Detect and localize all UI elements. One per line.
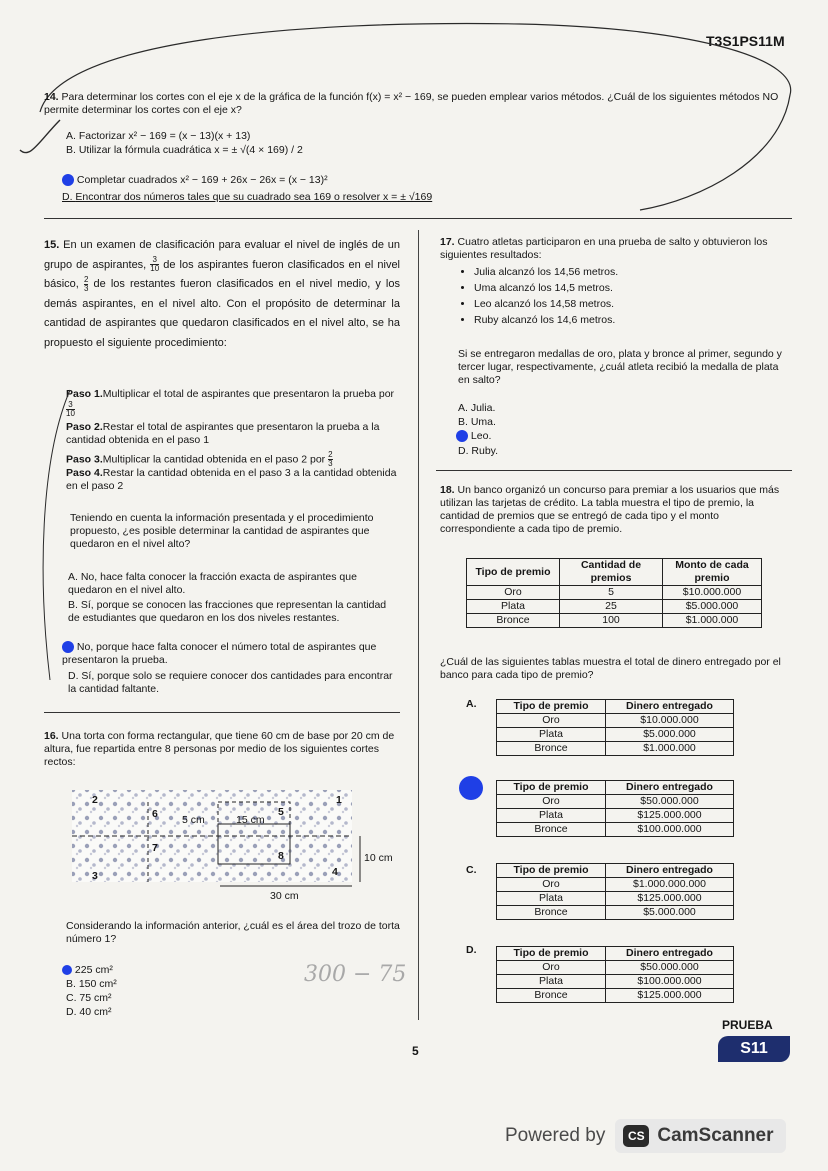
pen-curve-annotation bbox=[30, 380, 90, 700]
fraction: $\frac{2}{3}$ bbox=[328, 450, 333, 468]
table-header: Tipo de premio bbox=[497, 700, 606, 714]
dim-10cm: 10 cm bbox=[364, 852, 393, 864]
document-code: T3S1PS11M bbox=[706, 33, 785, 49]
q15-step-1: Paso 1.Multiplicar el total de aspirantes que presentaron la prueba por $\frac{3}{10}$ bbox=[66, 388, 395, 418]
piece-label-8: 8 bbox=[278, 850, 284, 862]
q16-text: 16. Una torta con forma rectangular, que tiene 60 cm de base por 20 cm de altura, fue repartida entre 8 personas por medio de los siguientes cortes rectos: bbox=[44, 730, 395, 768]
q16-option-a: 225 cm² bbox=[62, 964, 262, 977]
q15-option-d: D. Sí, porque solo se requiere conocer dos cantidades para encontrar la cantidad faltante. bbox=[68, 670, 393, 695]
camscanner-badge bbox=[615, 1119, 785, 1153]
q18-option-c-letter: C. bbox=[466, 864, 477, 876]
section-divider bbox=[436, 470, 792, 471]
piece-label-6: 6 bbox=[152, 808, 158, 820]
list-item: • Ruby alcanzó los 14,6 metros. bbox=[474, 312, 734, 328]
table-header: Dinero entregado bbox=[606, 700, 734, 714]
dim-30cm: 30 cm bbox=[270, 890, 299, 902]
piece-label-4: 4 bbox=[332, 866, 338, 878]
dim-15cm: 15 cm bbox=[236, 814, 265, 826]
table-row: Oro $1.000.000.000 bbox=[497, 878, 734, 892]
section-badge: S11 bbox=[718, 1036, 790, 1062]
q17-question: Si se entregaron medallas de oro, plata y bronce al primer, segundo y tercer lugar, respectivamente, ¿cuál atleta recibió la medalla de plata en salto? bbox=[458, 348, 782, 386]
q14-option-c: Completar cuadrados x² − 169 + 26x − 26x = (x − 13)² bbox=[62, 174, 462, 187]
table-header: Tipo de premio bbox=[497, 781, 606, 795]
q17-option-b: B. Uma. bbox=[458, 416, 496, 428]
q15-step-2: Paso 2.Restar el total de aspirantes que presentaron la prueba a la cantidad obtenida en el paso 1 bbox=[66, 421, 380, 446]
table-row: Bronce $1.000.000 bbox=[497, 742, 734, 756]
fraction: $\frac{3}{10}$ bbox=[66, 400, 75, 418]
q17-option-d: D. Ruby. bbox=[458, 445, 499, 457]
piece-label-1: 1 bbox=[336, 794, 342, 806]
handwritten-note: 300 − 75 bbox=[304, 962, 407, 987]
table-header: Tipo de premio bbox=[497, 947, 606, 961]
section-divider bbox=[44, 218, 792, 219]
table-row: Bronce $100.000.000 bbox=[497, 823, 734, 837]
q18-option-d-letter: D. bbox=[466, 944, 477, 956]
q18-text: 18. Un banco organizó un concurso para premiar a los usuarios que más utilizan las tarjetas de crédito. La tabla muestra el tipo de premio, la cantidad de premios que se entregó de cada tipo y el monto correspondiente a cada tipo de premio. bbox=[440, 484, 780, 535]
q14-option-b: B. Utilizar la fórmula cuadrática x = ± √(4 × 169) / 2 bbox=[66, 144, 303, 156]
q18-option-c-table bbox=[496, 863, 734, 920]
table-header: Cantidad de premios bbox=[560, 559, 663, 586]
q18-option-d-table bbox=[496, 946, 734, 1003]
q17-option-c: Leo. bbox=[456, 430, 491, 443]
q16-option-b: B. 150 cm² bbox=[66, 978, 117, 990]
fraction: $\frac{3}{10}$ bbox=[150, 255, 160, 274]
q18-option-a-table bbox=[496, 699, 734, 756]
dim-5cm: 5 cm bbox=[182, 814, 205, 826]
q14-text: 14. Para determinar los cortes con el eje x de la gráfica de la función f(x) = x² − 169, se pueden emplear varios métodos. ¿Cuál de los siguientes métodos NO permite determinar los cortes con el eje x? bbox=[44, 91, 779, 116]
table-header: Monto de cada premio bbox=[663, 559, 762, 586]
piece-label-7: 7 bbox=[152, 842, 158, 854]
table-row: Bronce 100 $1.000.000 bbox=[467, 614, 762, 628]
table-row: Plata $125.000.000 bbox=[497, 892, 734, 906]
q17-option-a: A. Julia. bbox=[458, 402, 496, 414]
camscanner-brand: CamScanner bbox=[657, 1125, 774, 1146]
fraction: $\frac{2}{3}$ bbox=[83, 274, 89, 293]
q15-option-b: B. Sí, porque se conocen las fracciones que representan la cantidad de estudiantes que quedaron en los dos niveles restantes. bbox=[68, 599, 387, 624]
answer-mark-dot bbox=[456, 430, 468, 442]
cake-diagram bbox=[70, 786, 410, 906]
q17-results-list bbox=[440, 264, 734, 328]
q15-question: Teniendo en cuenta la información presentada y el procedimiento propuesto, ¿es posible determinar la cantidad de aspirantes que quedaron en el nivel alto? bbox=[70, 512, 374, 550]
page-number: 5 bbox=[412, 1044, 419, 1058]
answer-mark-dot bbox=[62, 174, 74, 186]
q14-option-d: D. Encontrar dos números tales que su cuadrado sea 169 o resolver x = ± √169 bbox=[62, 191, 433, 203]
table-row: Oro 5 $10.000.000 bbox=[467, 586, 762, 600]
q16-question: Considerando la información anterior, ¿cuál es el área del trozo de torta número 1? bbox=[66, 920, 400, 945]
piece-label-3: 3 bbox=[92, 870, 98, 882]
q17-text: 17. Cuatro atletas participaron en una prueba de salto y obtuvieron los siguientes resultados: bbox=[440, 236, 768, 261]
q18-option-b-table bbox=[496, 780, 734, 837]
answer-mark-dot bbox=[62, 965, 72, 975]
q18-option-a-letter: A. bbox=[466, 698, 477, 710]
q15-option-a: A. No, hace falta conocer la fracción exacta de aspirantes que quedaron en el nivel alto. bbox=[68, 571, 357, 596]
table-row: Plata 25 $5.000.000 bbox=[467, 600, 762, 614]
q15-step-3: Paso 3.Multiplicar la cantidad obtenida en el paso 2 por $\frac{2}{3}$ bbox=[66, 450, 333, 468]
q16-option-c: C. 75 cm² bbox=[66, 992, 112, 1004]
piece-label-5: 5 bbox=[278, 806, 284, 818]
q18-question: ¿Cuál de las siguientes tablas muestra el total de dinero entregado por el banco para cada tipo de premio? bbox=[440, 656, 781, 681]
table-row: Bronce $125.000.000 bbox=[497, 989, 734, 1003]
powered-by-text: Powered by bbox=[505, 1125, 606, 1146]
scanner-watermark bbox=[505, 1116, 786, 1156]
table-row: Plata $125.000.000 bbox=[497, 809, 734, 823]
camscanner-logo-icon: CS bbox=[623, 1125, 649, 1147]
table-row: Oro $50.000.000 bbox=[497, 961, 734, 975]
table-row: Oro $50.000.000 bbox=[497, 795, 734, 809]
table-row: Oro $10.000.000 bbox=[497, 714, 734, 728]
table-header: Dinero entregado bbox=[606, 864, 734, 878]
q14-option-a: A. Factorizar x² − 169 = (x − 13)(x + 13) bbox=[66, 130, 251, 142]
table-header: Dinero entregado bbox=[606, 781, 734, 795]
q18-main-table bbox=[466, 558, 762, 628]
q16-option-d: D. 40 cm² bbox=[66, 1006, 112, 1018]
table-row: Bronce $5.000.000 bbox=[497, 906, 734, 920]
q15-step-4: Paso 4.Restar la cantidad obtenida en el paso 3 a la cantidad obtenida en el paso 2 bbox=[66, 467, 397, 492]
section-divider bbox=[44, 712, 400, 713]
table-row: Plata $100.000.000 bbox=[497, 975, 734, 989]
prueba-label: PRUEBA bbox=[722, 1018, 773, 1032]
list-item: • Julia alcanzó los 14,56 metros. bbox=[474, 264, 734, 280]
q15-option-c: No, porque hace falta conocer el número total de aspirantes que presentaron la prueba. bbox=[62, 641, 377, 666]
q15-text: 15. En un examen de clasificación para evaluar el nivel de inglés de un grupo de aspirantes, $\frac{3}{10}$ de los aspirantes fueron clasificados en el nivel básico, $\frac{2}{3}$ de los restantes fueron clasificados en el nivel medio, y los demás aspirantes, en el nivel alto. Con el propósito de determinar la cantidad de aspirantes que quedaron clasificados en el nivel alto, se ha propuesto el siguiente procedimiento: bbox=[44, 239, 401, 349]
list-item: • Leo alcanzó los 14,58 metros. bbox=[474, 296, 734, 312]
cake-figure bbox=[70, 786, 410, 906]
pen-circle-annotation bbox=[0, 0, 828, 240]
column-divider bbox=[418, 230, 419, 1020]
table-header: Dinero entregado bbox=[606, 947, 734, 961]
list-item: • Uma alcanzó los 14,5 metros. bbox=[474, 280, 734, 296]
table-row: Plata $5.000.000 bbox=[497, 728, 734, 742]
piece-label-2: 2 bbox=[92, 794, 98, 806]
table-header: Tipo de premio bbox=[467, 559, 560, 586]
table-header: Tipo de premio bbox=[497, 864, 606, 878]
